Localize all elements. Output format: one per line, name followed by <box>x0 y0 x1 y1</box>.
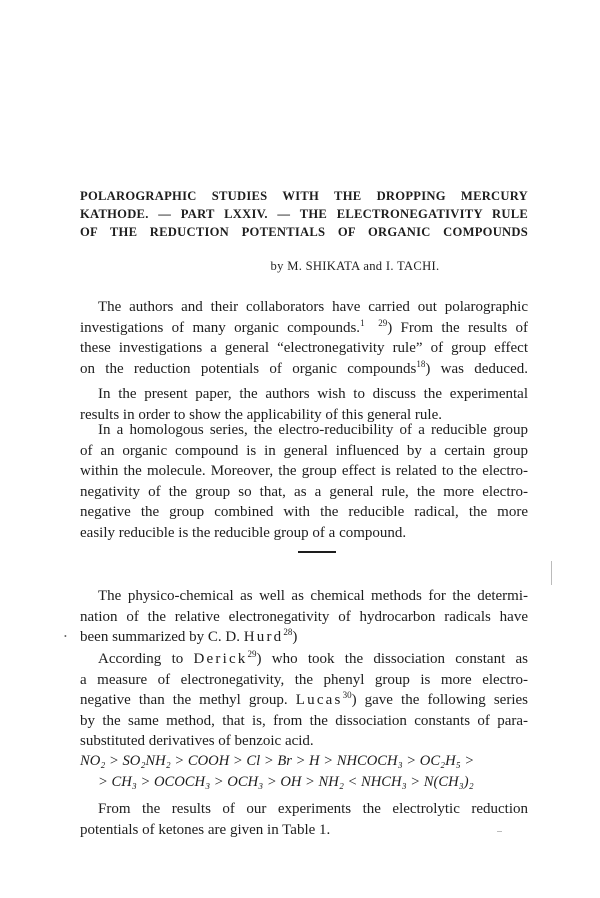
paragraph-3-line: negative the group combined with the reducible radical, the more <box>80 504 528 521</box>
paragraph-4-line: nation of the relative electronegativity of hydrocarbon radicals have <box>80 608 528 625</box>
paragraph-2 <box>80 384 528 425</box>
paragraph-6-line: From the results of our experiments the electrolytic reduction <box>98 801 528 817</box>
paragraph-3-line: easily reducible is the reducible group of a compound. <box>80 524 407 541</box>
title-line-2: KATHODE. — PART LXXIV. — THE ELECTRONEGATIVITY RULE <box>80 207 528 221</box>
scan-speck <box>551 561 552 585</box>
title-line-1: POLAROGRAPHIC STUDIES WITH THE DROPPING MERCURY <box>80 189 528 203</box>
paragraph-3 <box>80 420 528 544</box>
citation: 28 <box>283 627 293 638</box>
paragraph-2-line: results in order to show the applicability of this general rule. <box>80 406 442 423</box>
paragraph-1-line: these investigations a general “electronegativity rule” of group effect <box>80 340 528 357</box>
paragraph-2-line: In the present paper, the authors wish to discuss the experimental <box>98 386 528 402</box>
paragraph-5 <box>80 649 528 752</box>
paragraph-5-line: According to Derick$^{29}$) who took the dissociation constant as <box>98 649 529 667</box>
paragraph-3-line: within the molecule. Moreover, the group effect is related to the electro- <box>80 463 528 480</box>
paragraph-5-line: negative than the methyl group. Lucas$^{30}$) gave the following series <box>80 690 528 709</box>
series-line-1: NO₂ > SO₂NH₂ > COOH > Cl > Br > H > NHCOCH₃ > OC₂H₅ > <box>80 753 475 769</box>
paper-title <box>80 187 528 241</box>
series-line-2: > CH₃ > OCOCH₃ > OCH₃ > OH > NH₂ < NHCH₃ > N(CH₃)₂ <box>98 774 474 790</box>
citation: 30 <box>342 690 352 701</box>
scan-speck <box>497 831 502 832</box>
paragraph-1-line: The authors and their collaborators have carried out polarographic <box>98 299 528 315</box>
byline-prefix: by <box>270 259 284 273</box>
paragraph-1-line: investigations of many organic compounds.$^{1 29}$) From the results of <box>80 317 528 336</box>
paragraph-1-line: on the reduction potentials of organic compounds$^{18}$) was deduced. <box>80 358 528 377</box>
paragraph-5-line: a measure of electronegativity, the phenyl group is more electro- <box>80 671 528 688</box>
citation: 29 <box>247 649 257 659</box>
byline-authors: M. SHIKATA and I. TACHI. <box>287 259 440 273</box>
paragraph-6-line: potentials of ketones are given in Table 1. <box>80 821 331 838</box>
paragraph-4 <box>80 586 528 648</box>
margin-dot: • <box>64 632 67 641</box>
title-line-3: OF THE REDUCTION POTENTIALS OF ORGANIC COMPOUNDS <box>80 225 528 239</box>
paragraph-4-line: been summarized by C. D. Hurd$^{28}$) <box>80 627 298 646</box>
paragraph-3-line: of an organic compound is in general influenced by a certain group <box>80 442 528 459</box>
paragraph-6 <box>80 799 528 840</box>
section-divider <box>298 551 336 553</box>
citation: 1 29 <box>360 317 388 328</box>
author-name-derick: Derick <box>193 651 248 667</box>
author-byline <box>0 259 600 274</box>
author-name-lucas: Lucas <box>295 692 343 709</box>
paragraph-5-line: by the same method, that is, from the dissociation constants of para- <box>80 712 528 729</box>
paragraph-5-line: substituted derivatives of benzoic acid. <box>80 733 314 750</box>
author-name-hurd: Hurd <box>243 629 284 646</box>
electronegativity-series <box>80 751 528 793</box>
citation: 18 <box>416 358 426 369</box>
paragraph-4-line: The physico-chemical as well as chemical methods for the determi- <box>98 588 528 604</box>
paragraph-3-line: In a homologous series, the electro-reducibility of a reducible group <box>98 422 528 438</box>
paragraph-1 <box>80 297 528 379</box>
paragraph-3-line: negativity of the group so that, as a general rule, the more electro- <box>80 483 528 500</box>
